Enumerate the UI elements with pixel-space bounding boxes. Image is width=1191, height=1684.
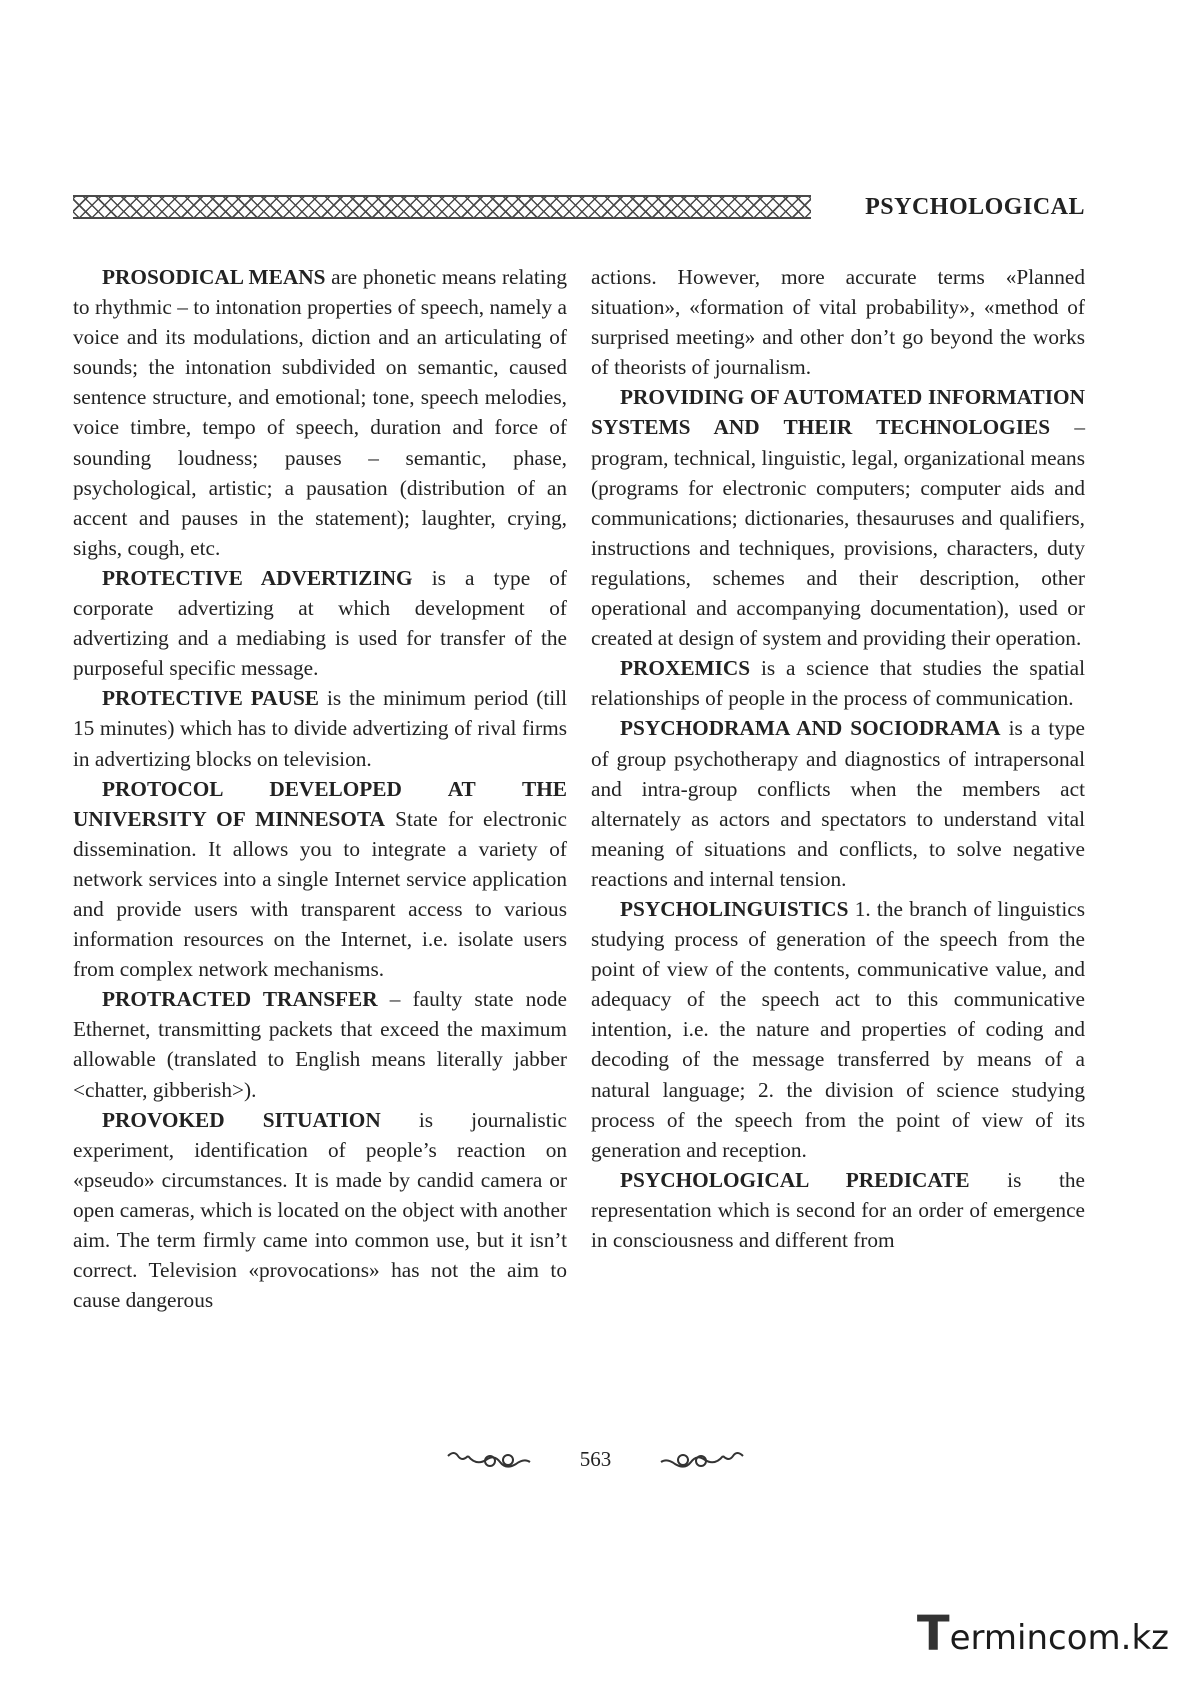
entry-definition: – program, technical, linguistic, legal, organizational means (programs for electronic computers; computer aids and communications; dictionaries, thesauruses and qualifiers, instructions and techniques, provisions, characters, duty regulations, schemes and their description, other operational and accompanying documentation), used or created at design of system and providing their operation. <box>591 415 1085 651</box>
entry-term: PROTRACTED TRANSFER <box>102 987 378 1012</box>
entry-term: PSYCHOLINGUISTICS <box>620 896 849 921</box>
dictionary-entry <box>591 653 1085 713</box>
entry-definition: is a type of group psychotherapy and diagnostics of intrapersonal and intra-group conflicts when the members act alternately as actors and spectators to understand vital meaning of situations and conflicts, to solve negative reactions and internal tension. <box>591 716 1086 891</box>
right-swirl-ornament <box>649 1448 745 1472</box>
entry-definition: are phonetic means relating to rhythmic – to intonation properties of speech, namely a voice and its modulations, diction and an articulating of sounds; the intonation subdivided on semantic, caused sentence structure, and emotional; tone, speech melodies, voice timbre, tempo of speech, duration and force of sounding loudness; pauses – semantic, phase, psychological, artistic; a pausation (distribution of an accent and pauses in the statement); laughter, crying, sighs, cough, etc. <box>73 265 567 560</box>
entry-term: PROVIDING OF AUTOMATED INFORMATION SYSTEMS AND THEIR TECHNOLOGIES <box>591 385 1085 440</box>
entry-definition: actions. However, more accurate terms «Planned situation», «formation of vital probability», «method of surprised meeting» and other don’t go beyond the works of theorists of journalism. <box>591 265 1085 380</box>
entry-term: PROVOKED SITUATION <box>102 1107 381 1132</box>
ornament-border <box>73 195 811 219</box>
dictionary-entry <box>73 683 567 773</box>
dictionary-entry <box>591 894 1085 1165</box>
logo-text: ermincom.kz <box>949 1618 1169 1658</box>
dictionary-entry <box>73 262 567 563</box>
right-column <box>591 262 1085 1315</box>
left-column <box>73 262 567 1315</box>
dictionary-entry <box>591 1165 1085 1255</box>
dictionary-entry <box>73 984 567 1104</box>
dictionary-entry <box>591 713 1085 894</box>
page-number: 563 <box>579 1447 612 1471</box>
entry-term: PROSODICAL MEANS <box>102 265 326 289</box>
entry-definition: is a type of corporate advertizing at which development of advertizing and a mediabing is used for transfer of the purposeful specific message. <box>73 565 567 681</box>
header-title: PSYCHOLOGICAL <box>865 193 1085 220</box>
entry-term: PSYCHOLOGICAL PREDICATE <box>620 1167 970 1192</box>
entry-definition: is a science that studies the spatial relationships of people in the process of communication. <box>591 656 1085 711</box>
entry-term: PROXEMICS <box>620 656 751 681</box>
dictionary-entry <box>73 563 567 683</box>
dictionary-entry <box>591 382 1085 653</box>
dictionary-entry <box>73 1105 567 1316</box>
left-swirl-ornament <box>446 1448 542 1472</box>
entry-definition: is the minimum period (till 15 minutes) which has to divide advertizing of rival firms in advertizing blocks on television. <box>73 686 567 771</box>
dictionary-entry <box>591 262 1085 382</box>
entry-term: PSYCHODRAMA AND SOCIODRAMA <box>620 716 1001 741</box>
entry-definition: State for electronic dissemination. It allows you to integrate a variety of network services into a single Internet service application and provide users with transparent access to various information resources on the Internet, i.e. isolate users from complex network mechanisms. <box>73 806 568 982</box>
entry-term: PROTECTIVE ADVERTIZING <box>102 565 413 590</box>
entry-definition: is journalistic experiment, identification of people’s reaction on «pseudo» circumstances. It is made by candid camera or open cameras, which is located on the object with another aim. The term firmly came into common use, but it isn’t correct. Television «provocations» has not the aim to cause dangerous <box>73 1107 568 1313</box>
logo-initial: T <box>916 1606 950 1662</box>
running-header <box>73 192 1085 222</box>
dictionary-body <box>73 262 1085 1315</box>
entry-term: PROTECTIVE PAUSE <box>102 686 320 711</box>
entry-term: PROTOCOL DEVELOPED AT THE UNIVERSITY OF MINNESOTA <box>73 776 567 831</box>
dictionary-entry <box>73 774 567 985</box>
entry-definition: – faulty state node Ethernet, transmitting packets that exceed the maximum allowable (translated to English means literally jabber <chatter, gibberish>). <box>73 987 567 1102</box>
page-footer <box>0 1447 1191 1472</box>
entry-definition: 1. the branch of linguistics studying process of generation of the speech from the point of view of the contents, communicative value, and adequacy of the speech act to this communicative intention, i.e. the nature and properties of coding and decoding of the message transferred by means of a natural language; 2. the division of science studying process of the speech from the point of view of its generation and reception. <box>591 896 1085 1162</box>
termincom-logo <box>916 1606 1169 1662</box>
entry-definition: is the representation which is second for an order of emergence in consciousness and different from <box>591 1167 1085 1252</box>
